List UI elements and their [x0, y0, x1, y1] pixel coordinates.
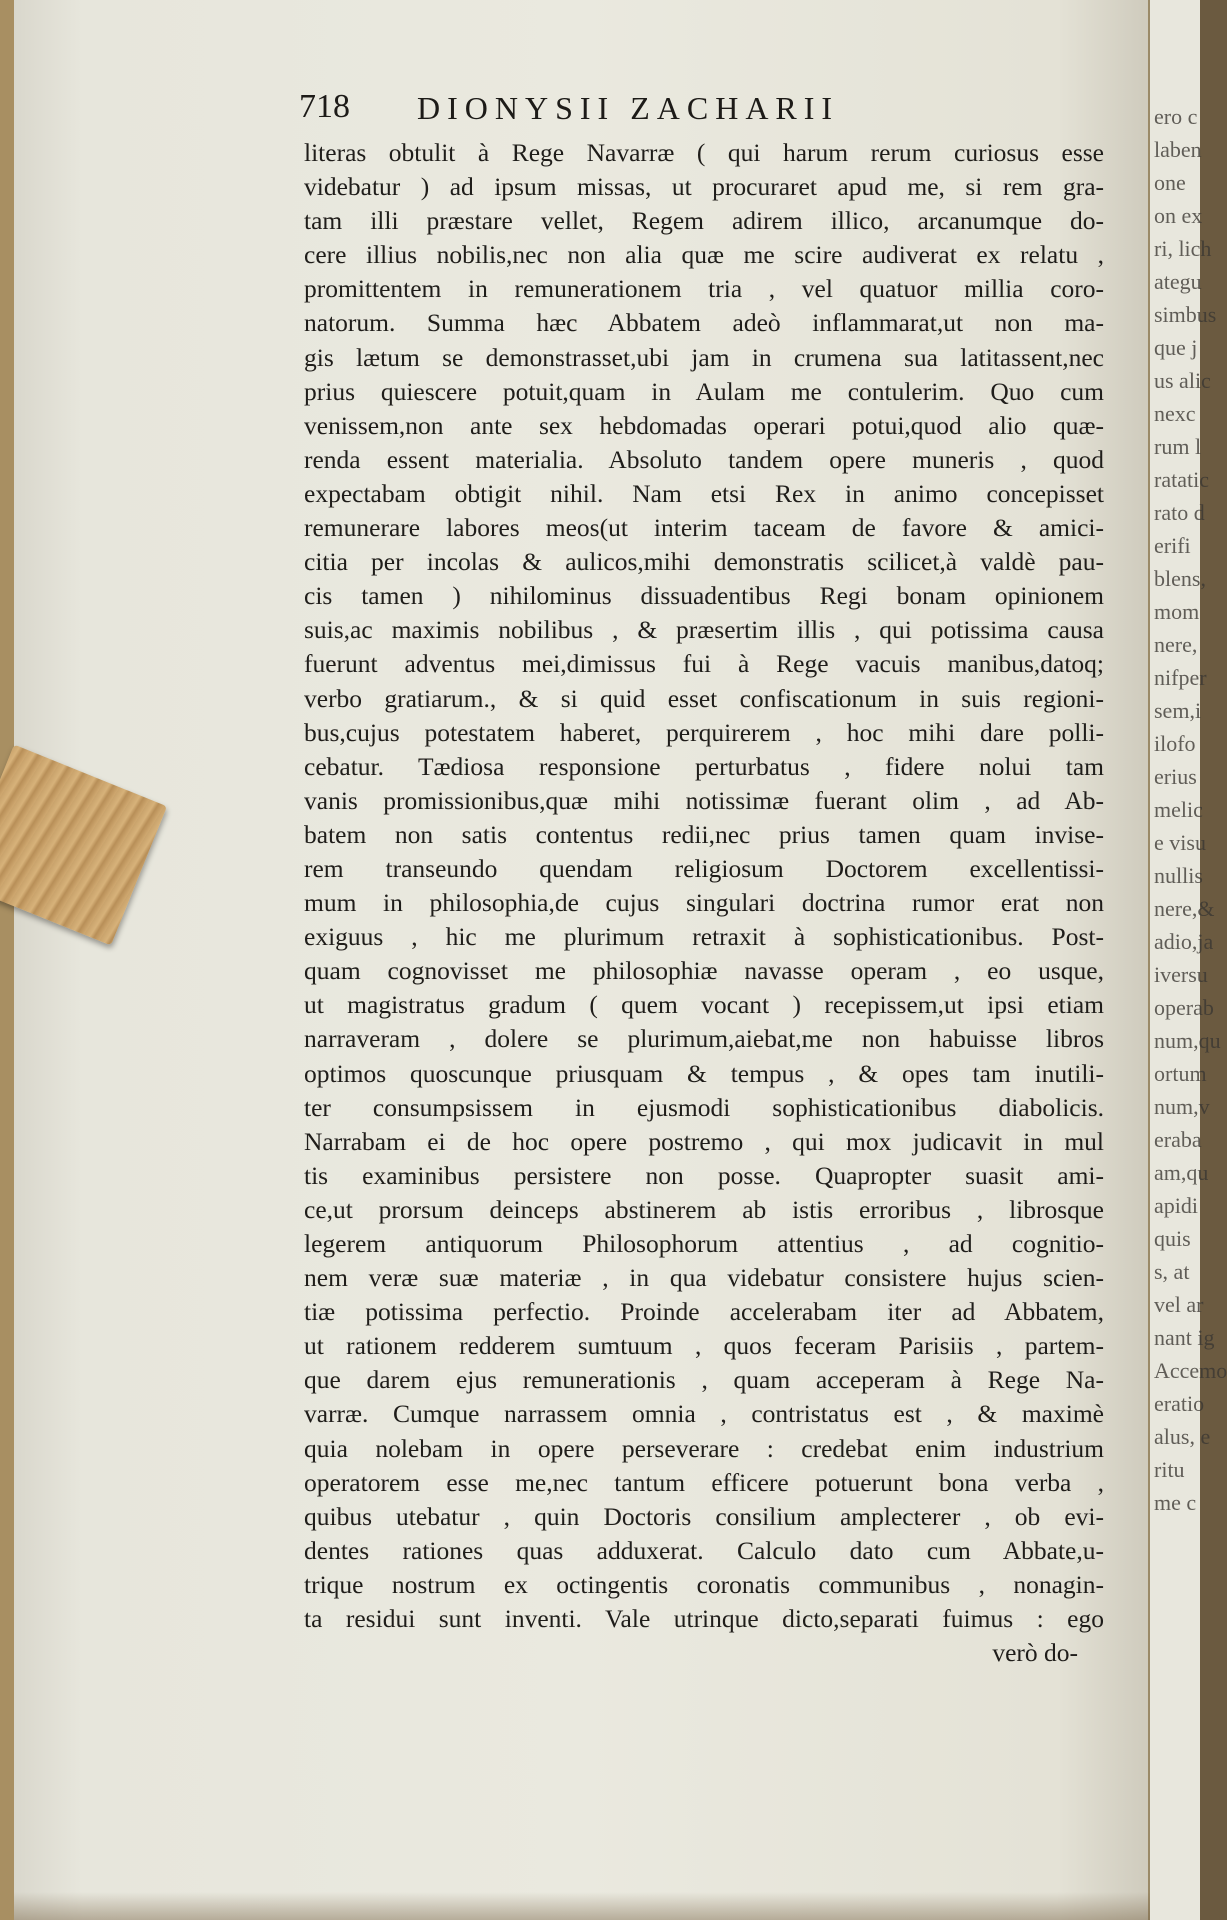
text-line: tam illi præstare vellet, Regem adirem illico, arcanumque do-	[304, 206, 1104, 236]
running-head: DIONYSII ZACHARII	[417, 90, 840, 126]
text-line: gis lætum se demonstrasset,ubi jam in crumena sua latitassent,nec	[304, 342, 1104, 372]
facing-page-fragment: ortum	[1154, 1061, 1207, 1086]
page-bottom-shadow	[14, 1892, 1162, 1920]
text-line: fuerunt adventus mei,dimissus fui à Rege vacuis manibus,datoq;	[304, 649, 1104, 679]
facing-page-fragment: operab	[1154, 995, 1214, 1020]
text-line: narraveram , dolere se plurimum,aiebat,me non habuisse libros	[304, 1024, 1104, 1054]
text-line: literas obtulit à Rege Navarræ ( qui harum rerum curiosus esse	[304, 138, 1104, 167]
text-line: varræ. Cumque narrassem omnia , contristatus est , & maximè	[304, 1399, 1104, 1429]
text-line: natorum. Summa hæc Abbatem adeò inflammarat,ut non ma-	[304, 308, 1104, 338]
text-line: bus,cujus potestatem haberet, perquirerem , hoc mihi dare polli-	[304, 717, 1104, 747]
facing-page-fragment: num,v	[1154, 1094, 1210, 1119]
facing-page-fragment: s, at	[1154, 1259, 1190, 1284]
facing-page-fragment: rato d	[1154, 500, 1205, 525]
facing-page-fragment: erifi	[1154, 533, 1191, 558]
text-line: legerem antiquorum Philosophorum attentius , ad cognitio-	[304, 1229, 1104, 1258]
facing-page-fragment: rum l	[1154, 434, 1202, 459]
facing-page-fragment: ritu	[1154, 1457, 1185, 1482]
text-line: que darem ejus remunerationis , quam acceperam à Rege Na-	[304, 1365, 1104, 1395]
facing-page-fragment: eratio	[1154, 1391, 1205, 1416]
facing-page-fragment: nifper	[1154, 665, 1207, 690]
facing-page-fragment: nant ig	[1154, 1325, 1215, 1350]
text-line: remunerare labores meos(ut interim taceam de favore & amici-	[304, 513, 1104, 543]
text-line: citia per incolas & aulicos,mihi demonstratis scilicet,à valdè pau-	[304, 547, 1104, 577]
text-line: renda essent materialia. Absoluto tandem opere muneris , quod	[304, 444, 1104, 474]
body-text	[304, 136, 1104, 1670]
text-line: tiæ potissima perfectio. Proinde accelerabam iter ad Abbatem,	[304, 1297, 1104, 1327]
text-line: tis examinibus persistere non posse. Quapropter suasit ami-	[304, 1160, 1104, 1190]
text-line: ut rationem redderem sumtuum , quos feceram Parisiis , partem-	[304, 1331, 1104, 1361]
facing-page-fragment: me c	[1154, 1490, 1197, 1515]
facing-page-fragment: num,qu	[1154, 1028, 1221, 1053]
facing-page-fragment: ilofo	[1154, 731, 1196, 756]
text-line: ter consumpsissem in ejusmodi sophisticationibus diabolicis.	[304, 1092, 1104, 1122]
facing-page-fragment: ero c	[1154, 104, 1198, 129]
text-line: venissem,non ante sex hebdomadas operari potui,quod alio quæ-	[304, 410, 1104, 440]
facing-page-fragment: one	[1154, 170, 1186, 195]
facing-page-fragment: vel ar	[1154, 1292, 1204, 1317]
text-line: ta residui sunt inventi. Vale utrinque dicto,separati fuimus : ego	[304, 1604, 1104, 1634]
facing-page-fragment: mom	[1154, 599, 1200, 624]
facing-page-fragment: sem,i	[1154, 698, 1202, 723]
text-line: quam cognovisset me philosophiæ navasse operam , eo usque,	[304, 956, 1104, 986]
facing-page-fragment: e visu	[1154, 830, 1206, 855]
text-line: prius quiescere potuit,quam in Aulam me contulerim. Quo cum	[304, 376, 1104, 406]
facing-page-fragment: ri, lich	[1154, 236, 1212, 261]
catchword: verò do-	[992, 1638, 1078, 1668]
text-line: cis tamen ) nihilominus dissuadentibus Regi bonam opinionem	[304, 581, 1104, 611]
text-line: promittentem in remunerationem tria , vel quatuor millia coro-	[304, 274, 1104, 304]
facing-page-fragment: erius	[1154, 764, 1197, 789]
text-line: ce,ut prorsum deinceps abstinerem ab istis erroribus , librosque	[304, 1194, 1104, 1224]
text-line: vanis promissionibus,quæ mihi notissimæ fuerant olim , ad Ab-	[304, 785, 1104, 815]
facing-page-fragment: ratatic	[1154, 467, 1209, 492]
facing-page-fragment: melic	[1154, 797, 1203, 822]
text-line: videbatur ) ad ipsum missas, ut procuraret apud me, si rem gra-	[304, 172, 1104, 202]
text-line: quia nolebam in opere perseverare : credebat enim industrium	[304, 1433, 1104, 1463]
page-number: 718	[299, 88, 350, 125]
text-line: verbo gratiarum., & si quid esset confiscationum in suis regioni-	[304, 683, 1104, 713]
text-line: Narrabam ei de hoc opere postremo , qui mox judicavit in mul	[304, 1126, 1104, 1156]
text-line: rem transeundo quendam religiosum Doctorem excellentissi-	[304, 853, 1104, 883]
text-line: suis,ac maximis nobilibus , & præsertim illis , qui potissima causa	[304, 615, 1104, 645]
text-line: quibus utebatur , quin Doctoris consilium amplecterer , ob evi-	[304, 1501, 1104, 1531]
facing-page-fragment: simbus	[1154, 302, 1217, 327]
text-line: optimos quoscunque priusquam & tempus , & opes tam inutili-	[304, 1058, 1104, 1088]
text-line: expectabam obtigit nihil. Nam etsi Rex in animo concepisset	[304, 478, 1104, 508]
text-line: exiguus , hic me plurimum retraxit à sophisticationibus. Post-	[304, 922, 1104, 952]
facing-page-fragment: iversu	[1154, 962, 1208, 987]
text-line: trique nostrum ex octingentis coronatis communibus , nonagin-	[304, 1569, 1104, 1599]
facing-page-fragment: eraba	[1154, 1127, 1202, 1152]
text-line: batem non satis contentus redii,nec prius tamen quam invise-	[304, 819, 1104, 849]
text-line: cere illius nobilis,nec non alia quæ me scire audiverat ex relatu ,	[304, 240, 1104, 270]
text-line: operatorem esse me,nec tantum efficere potuerunt bona verba ,	[304, 1467, 1104, 1497]
facing-page-fragment: adio,ja	[1154, 929, 1214, 954]
text-line: dentes rationes quas adduxerat. Calculo dato cum Abbate,u-	[304, 1535, 1104, 1565]
text-line: nem veræ suæ materiæ , in qua videbatur consistere hujus scien-	[304, 1263, 1104, 1293]
facing-page-fragment: alus, e	[1154, 1424, 1211, 1449]
text-line: mum in philosophia,de cujus singulari doctrina rumor erat non	[304, 888, 1104, 918]
facing-page-fragment: apidi	[1154, 1193, 1198, 1218]
facing-page-edge	[1150, 0, 1227, 1920]
facing-page-fragment: nere,&	[1154, 896, 1215, 921]
page-header	[299, 88, 1119, 134]
facing-page-fragment: on ex	[1154, 203, 1203, 228]
facing-page-fragment: nexc	[1154, 401, 1196, 426]
facing-page-fragment: am,qu	[1154, 1160, 1209, 1185]
facing-page-fragment: que j	[1154, 335, 1198, 360]
facing-page-fragment: Accemo	[1154, 1358, 1227, 1383]
facing-page-fragment: nere,	[1154, 632, 1198, 657]
facing-page-fragment: nullis	[1154, 863, 1203, 888]
text-line: cebatur. Tædiosa responsione perturbatus , fidere nolui tam	[304, 751, 1104, 781]
facing-page-fragment: us alic	[1154, 368, 1211, 393]
facing-page-fragment: blens,	[1154, 566, 1206, 591]
text-line: ut magistratus gradum ( quem vocant ) recepissem,ut ipsi etiam	[304, 990, 1104, 1020]
facing-page-fragment: ategu	[1154, 269, 1202, 294]
facing-page-fragment: laben	[1154, 137, 1202, 162]
facing-page-fragment: quis	[1154, 1226, 1191, 1251]
